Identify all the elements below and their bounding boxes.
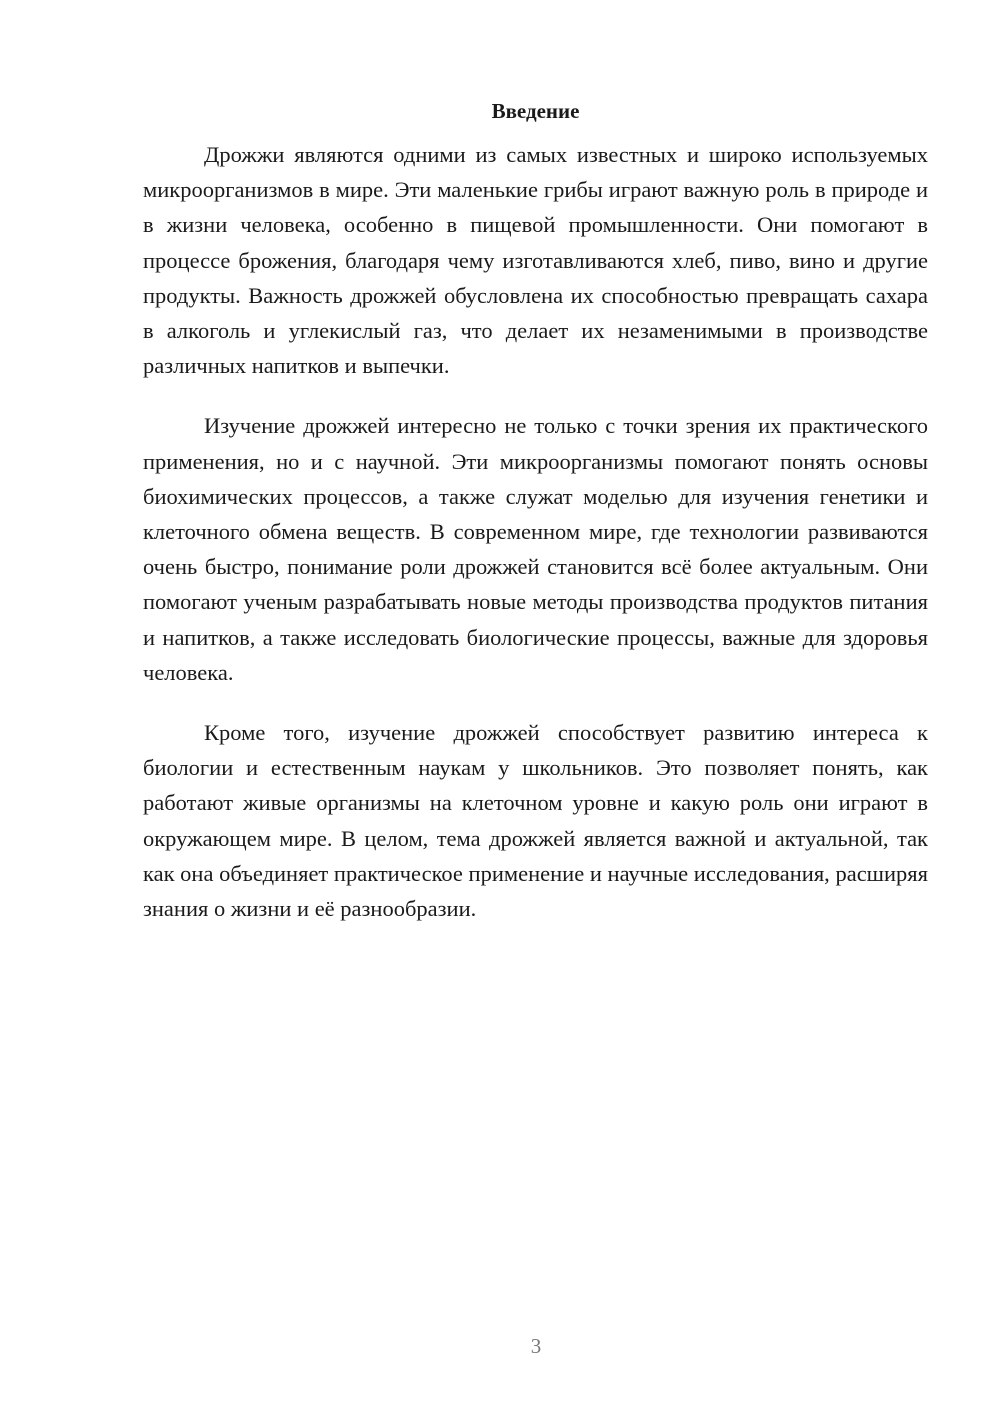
paragraph-1: Дрожжи являются одними из самых известных и широко используемых микроорганизмов в мире. Эти маленькие грибы играют важную роль в природе и в жизни человека, особенно в пищевой промышленности. Они помогают в процессе брожения, благодаря чему изготавливаются хлеб, пиво, вино и другие продукты. Важность дрожжей обусловлена их способностью превращать сахара в алкоголь и углекислый газ, что делает их незаменимыми в производстве различных напитков и выпечки. (143, 142, 928, 379)
page-content (143, 97, 928, 951)
section-title: Введение (491, 99, 580, 123)
paragraph-2: Изучение дрожжей интересно не только с точки зрения их практического применения, но и с научной. Эти микроорганизмы помогают понять основы биохимических процессов, а также служат моделью для изучения генетики и клеточного обмена веществ. В современном мире, где технологии развиваются очень быстро, понимание роли дрожжей становится всё более актуальным. Они помогают ученым разрабатывать новые методы производства продуктов питания и напитков, а также исследовать биологические процессы, важные для здоровья человека. (143, 413, 928, 685)
paragraph-3: Кроме того, изучение дрожжей способствует развитию интереса к биологии и естественным наукам у школьников. Это позволяет понять, как работают живые организмы на клеточном уровне и какую роль они играют в окружающем мире. В целом, тема дрожжей является важной и актуальной, так как она объединяет практическое применение и научные исследования, расширяя знания о жизни и её разнообразии. (143, 720, 928, 922)
page-number: 3 (530, 1334, 542, 1358)
